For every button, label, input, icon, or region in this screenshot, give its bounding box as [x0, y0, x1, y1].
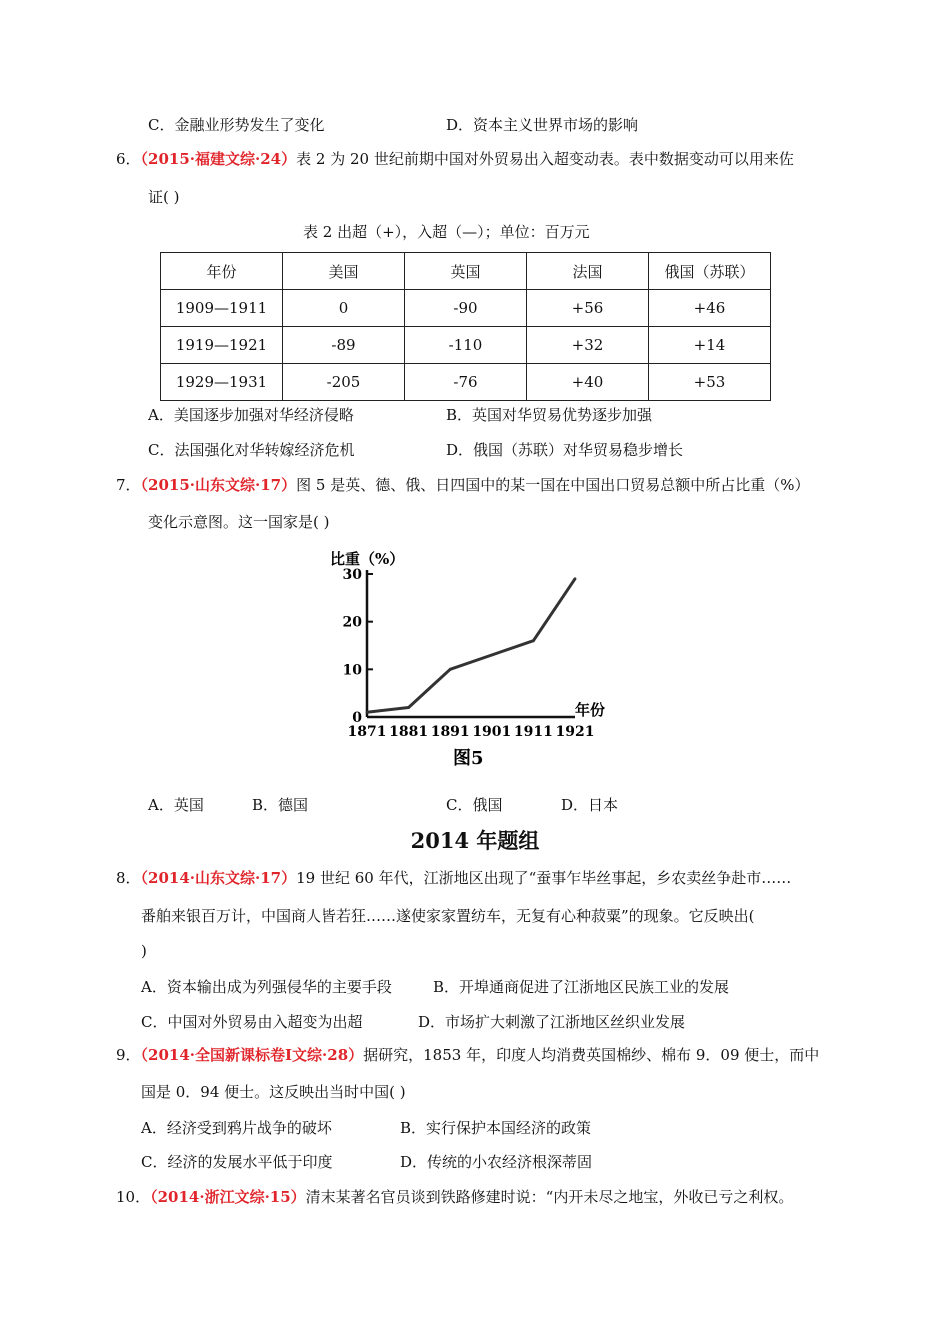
chart-data-point	[490, 654, 493, 657]
q5-option-c: C．金融业形势发生了变化	[148, 116, 325, 134]
q7-option-a: A．英国	[148, 796, 204, 814]
table-row	[161, 327, 771, 364]
chart-title: 图5	[453, 748, 484, 769]
q6-source: （2015·福建文综·24）	[140, 150, 297, 168]
table-cell: +56	[527, 290, 649, 327]
table-cell: 0	[283, 290, 405, 327]
chart-x-tick-label: 1911	[513, 724, 553, 740]
chart-x-tick-label: 1921	[555, 724, 595, 740]
q8-option-c: C．中国对外贸易由入超变为出超	[141, 1013, 363, 1031]
table-header-cell: 法国	[527, 253, 649, 290]
q8-option-a: A．资本输出成为列强侵华的主要手段	[141, 978, 392, 996]
table-cell: 1929—1931	[161, 364, 283, 401]
q7-option-b: B．德国	[252, 796, 309, 814]
table-cell: +40	[527, 364, 649, 401]
q10-stem-text: 清末某著名官员谈到铁路修建时说：“内开未尽之地宝，外收已亏之利权。	[305, 1188, 794, 1206]
table-row	[161, 364, 771, 401]
table-caption: 表 2 出超（+），入超（—）；单位：百万元	[303, 223, 590, 241]
q6-option-b: B．英国对华贸易优势逐步加强	[446, 406, 653, 424]
q6-stem-text: 表 2 为 20 世纪前期中国对外贸易出入超变动表。表中数据变动可以用来佐	[296, 150, 794, 168]
q6-option-d: D．俄国（苏联）对华贸易稳步增长	[446, 441, 684, 459]
q7-source: （2015·山东文综·17）	[140, 476, 297, 494]
q10-stem	[116, 1186, 793, 1207]
table-header-cell: 俄国（苏联）	[649, 253, 771, 290]
q7-number: 7．	[116, 476, 141, 494]
q8-stem	[116, 867, 791, 888]
chart-x-tick-label: 1871	[347, 724, 387, 740]
q6-number: 6．	[116, 150, 141, 168]
trade-table	[160, 252, 771, 401]
chart-series-line	[367, 579, 575, 712]
q9-option-c: C．经济的发展水平低于印度	[141, 1153, 333, 1171]
q9-option-a: A．经济受到鸦片战争的破坏	[141, 1119, 332, 1137]
trade-share-chart	[320, 540, 630, 775]
table-cell: -205	[283, 364, 405, 401]
table-cell: 1919—1921	[161, 327, 283, 364]
q6-option-a: A．美国逐步加强对华经济侵略	[148, 406, 354, 424]
table-cell: -110	[405, 327, 527, 364]
q9-option-b: B．实行保护本国经济的政策	[400, 1119, 592, 1137]
q8-option-b: B．开埠通商促进了江浙地区民族工业的发展	[433, 978, 730, 996]
q8-stem-line2: 番舶来银百万计，中国商人皆若狂……遂使家家置纺车，无复有心种菽粟”的现象。它反映出(	[141, 907, 755, 925]
table-cell: +32	[527, 327, 649, 364]
chart-y-tick-label: 0	[352, 710, 362, 726]
table-header-cell: 年份	[161, 253, 283, 290]
table-cell: +46	[649, 290, 771, 327]
q6-stem-line2: 证( )	[148, 188, 180, 206]
q8-number: 8．	[116, 869, 141, 887]
section-title: 2014 年题组	[410, 828, 540, 853]
table-cell: +53	[649, 364, 771, 401]
q6-stem	[116, 148, 794, 169]
chart-x-tick-label: 1881	[389, 724, 429, 740]
table-cell: -90	[405, 290, 527, 327]
chart-x-tick-label: 1891	[430, 724, 470, 740]
chart-data-point	[407, 706, 410, 709]
table-cell: -89	[283, 327, 405, 364]
q9-option-d: D．传统的小农经济根深蒂固	[400, 1153, 593, 1171]
chart-y-tick-label: 20	[342, 614, 362, 631]
chart-xlabel: 年份	[575, 701, 606, 719]
q9-stem-line2: 国是 0．94 便士。这反映出当时中国( )	[141, 1083, 406, 1101]
table-cell: +14	[649, 327, 771, 364]
table-cell: 1909—1911	[161, 290, 283, 327]
chart-ylabel: 比重（%）	[330, 550, 405, 568]
q9-number: 9．	[116, 1046, 141, 1064]
q7-stem-line2: 变化示意图。这一国家是( )	[148, 513, 330, 531]
chart-x-tick-label: 1901	[472, 724, 512, 740]
table-row	[161, 290, 771, 327]
chart-data-point	[449, 668, 452, 671]
chart-y-tick-label: 30	[342, 567, 362, 583]
table-header-row	[161, 253, 771, 290]
q7-option-d: D．日本	[561, 796, 619, 814]
q10-number: 10．	[116, 1188, 151, 1206]
chart-data-point	[574, 577, 577, 580]
q8-stem-line3: )	[141, 942, 147, 960]
chart-y-tick-label: 10	[342, 662, 362, 679]
table-cell: -76	[405, 364, 527, 401]
q6-option-c: C．法国强化对华转嫁经济危机	[148, 441, 355, 459]
table-header-cell: 美国	[283, 253, 405, 290]
table-header-cell: 英国	[405, 253, 527, 290]
q9-stem	[116, 1044, 819, 1065]
q7-option-c: C．俄国	[446, 796, 503, 814]
q10-source: （2014·浙江文综·15）	[150, 1188, 306, 1206]
chart-data-point	[532, 639, 535, 642]
q9-stem-text: 据研究，1853 年，印度人均消费英国棉纱、棉布 9．09 便士，而中	[363, 1046, 820, 1064]
q8-source: （2014·山东文综·17）	[140, 869, 297, 887]
q7-stem	[116, 474, 809, 495]
q8-option-d: D．市场扩大刺激了江浙地区丝织业发展	[418, 1013, 686, 1031]
q7-stem-text: 图 5 是英、德、俄、日四国中的某一国在中国出口贸易总额中所占比重（%）	[296, 476, 810, 494]
chart-data-point	[366, 711, 369, 714]
q9-source: （2014·全国新课标卷Ⅰ文综·28）	[140, 1046, 364, 1064]
q5-option-d: D．资本主义世界市场的影响	[446, 116, 639, 134]
chart-data-point	[428, 687, 431, 690]
q8-stem-text: 19 世纪 60 年代，江浙地区出现了“蚕事乍毕丝事起，乡农卖丝争赴市……	[296, 869, 792, 887]
